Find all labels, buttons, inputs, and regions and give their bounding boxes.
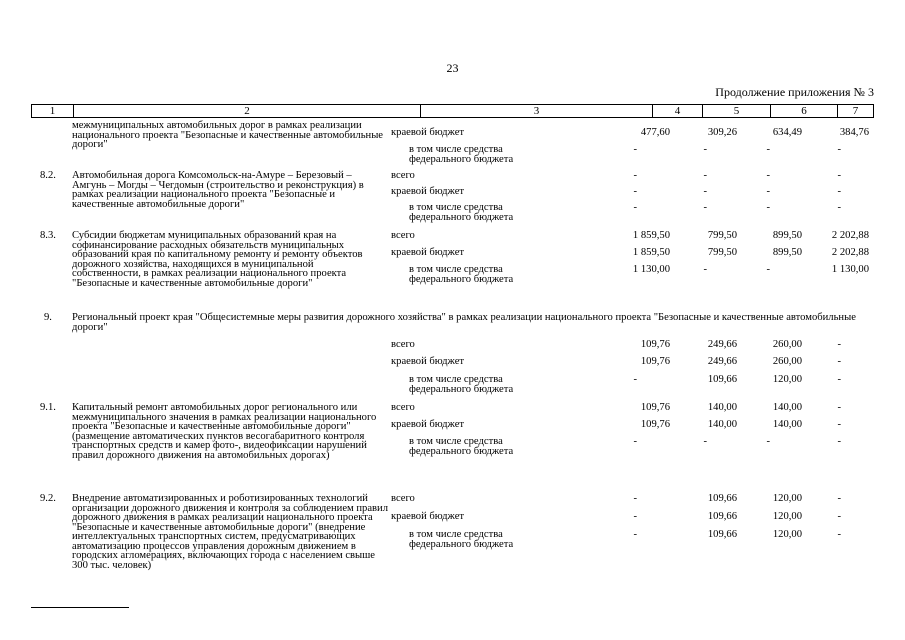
value-cell: 1 859,50 [632,230,670,241]
value-cell: - [766,202,770,213]
funding-line: в том числе средства федерального бюджета [409,529,514,550]
value-cell: - [837,356,841,367]
funding-line: в том числе средства федерального бюджета [409,202,514,223]
value-cell: 1 130,00 [632,264,670,275]
value-cell: - [703,144,707,155]
value-cell: - [837,493,841,504]
value-cell: - [837,202,841,213]
row-name: Субсидии бюджетам муниципальных образований края на софинансирование расходных обязательств муниципальных образований края по капитальному ремонту и ремонту объектов дорожного хозяйства, находящихся в муниципальной собственности, в рамках реализации национального проекта "Безопасные и качественные автомобильные дороги" [72,230,363,289]
header-col-4: 4 [652,105,702,117]
funding-line: в том числе средства федерального бюджета [409,264,514,285]
value-cell: 120,00 [772,493,802,504]
value-cell: - [633,511,637,522]
value-cell: 249,66 [707,356,737,367]
header-col-2: 2 [73,105,420,117]
value-cell: 109,66 [707,529,737,540]
value-cell: - [837,339,841,350]
value-cell: - [837,419,841,430]
row-number: 8.2. [40,170,56,181]
header-col-6: 6 [770,105,837,117]
header-col-5: 5 [702,105,770,117]
row-name: Капитальный ремонт автомобильных дорог регионального или межмуниципального значения в рамках реализации национального проекта "Безопасные и качественные автомобильные дороги" (размещение автоматических пунктов весогабаритного контроля транспортных средств и камер фото-, видеофиксации нарушений правил дорожного движения на автомобильных дорогах) [72,402,377,461]
funding-line: всего [391,402,415,413]
value-cell: 260,00 [772,339,802,350]
page-number: 23 [446,61,459,75]
value-cell: 120,00 [772,374,802,385]
value-cell: 120,00 [772,511,802,522]
value-cell: 477,60 [640,127,670,138]
value-cell: - [837,374,841,385]
value-cell: 899,50 [772,247,802,258]
value-cell: - [703,264,707,275]
value-cell: - [837,402,841,413]
row-number: 9.1. [40,402,56,413]
value-cell: 384,76 [839,127,869,138]
funding-line: всего [391,230,415,241]
value-cell: - [633,493,637,504]
value-cell: - [703,202,707,213]
funding-line: краевой бюджет [391,247,465,258]
value-cell: - [703,436,707,447]
value-cell: 109,76 [640,356,670,367]
value-cell: 109,66 [707,493,737,504]
value-cell: - [837,436,841,447]
value-cell: 140,00 [707,402,737,413]
row-name: межмуниципальных автомобильных дорог в рамках реализации национального проекта "Безопасные и качественные автомобильные дороги" [72,120,384,150]
value-cell: - [766,264,770,275]
value-cell: - [837,170,841,181]
value-cell: - [703,170,707,181]
value-cell: 260,00 [772,356,802,367]
value-cell: - [766,436,770,447]
funding-line: в том числе средства федерального бюджета [409,144,514,165]
continuation-label: Продолжение приложения № 3 [715,85,874,99]
value-cell: - [766,144,770,155]
value-cell: 1 859,50 [632,247,670,258]
row-name: Автомобильная дорога Комсомольск-на-Амуре – Березовый – Амгунь – Могды – Чегдомын (строительство и реконструкция) в рамках реализации национального проекта "Безопасные и качественные автомобильные дороги" [72,170,364,210]
value-cell: - [633,144,637,155]
funding-line: краевой бюджет [391,186,465,197]
header-col-3: 3 [420,105,652,117]
value-cell: 2 202,88 [831,247,869,258]
funding-line: всего [391,339,415,350]
funding-line: всего [391,170,415,181]
value-cell: 109,66 [707,374,737,385]
value-cell: 140,00 [772,419,802,430]
header-col-7: 7 [837,105,873,117]
funding-line: всего [391,493,415,504]
value-cell: 109,66 [707,511,737,522]
value-cell: - [633,186,637,197]
value-cell: 109,76 [640,419,670,430]
value-cell: 309,26 [707,127,737,138]
row-number: 9. [44,312,52,323]
value-cell: 120,00 [772,529,802,540]
value-cell: 140,00 [707,419,737,430]
value-cell: 1 130,00 [831,264,869,275]
value-cell: 799,50 [707,230,737,241]
value-cell: - [837,529,841,540]
value-cell: 799,50 [707,247,737,258]
value-cell: - [766,170,770,181]
value-cell: 140,00 [772,402,802,413]
row-name: Внедрение автоматизированных и роботизированных технологий организации дорожного движения и контроля за соблюдением правил дорожного движения в рамках реализации национального проекта "Безопасные и качественные автомобильные дороги" (внедрение интеллектуальных транспортных систем, предусматривающих автоматизацию процессов управления дорожным движением в городских агломерациях, включающих города с населением свыше 300 тыс. человек) [72,493,389,571]
value-cell: 109,76 [640,402,670,413]
funding-line: в том числе средства федерального бюджета [409,436,514,457]
funding-line: в том числе средства федерального бюджета [409,374,514,395]
row-number: 8.3. [40,230,56,241]
value-cell: - [837,511,841,522]
section-title: Региональный проект края "Общесистемные меры развития дорожного хозяйства" в рамках реализации национального проекта "Безопасные и качественные автомобильные дороги" [72,312,856,333]
value-cell: 899,50 [772,230,802,241]
footnote-separator [31,607,129,608]
value-cell: 109,76 [640,339,670,350]
funding-line: краевой бюджет [391,419,465,430]
value-cell: - [837,144,841,155]
funding-line: краевой бюджет [391,511,465,522]
row-number: 9.2. [40,493,56,504]
value-cell: - [703,186,707,197]
value-cell: - [633,529,637,540]
funding-line: краевой бюджет [391,127,465,138]
value-cell: - [633,436,637,447]
value-cell: - [837,186,841,197]
value-cell: - [633,202,637,213]
table-header [31,104,874,118]
value-cell: - [633,170,637,181]
value-cell: 249,66 [707,339,737,350]
value-cell: - [633,374,637,385]
funding-line: краевой бюджет [391,356,465,367]
header-col-1: 1 [49,105,56,117]
value-cell: 2 202,88 [831,230,869,241]
value-cell: 634,49 [772,127,802,138]
value-cell: - [766,186,770,197]
